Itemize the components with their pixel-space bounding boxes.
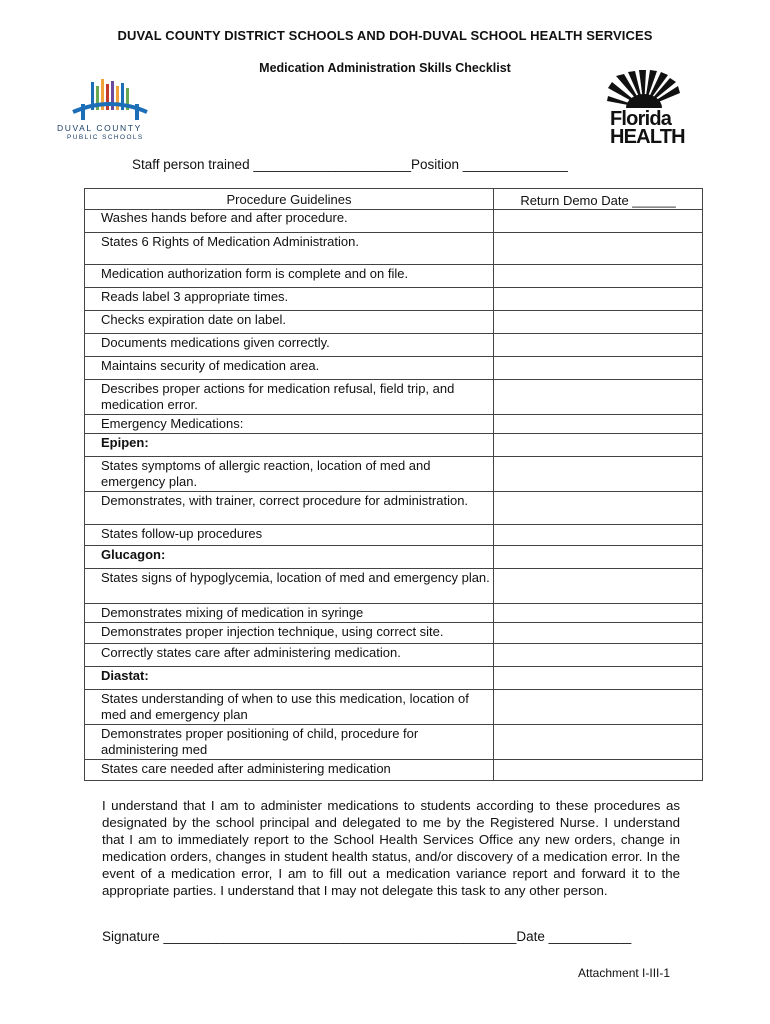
return-demo-date-cell[interactable] [494,380,703,415]
return-demo-date-cell[interactable] [494,434,703,457]
table-row [85,760,703,781]
procedure-cell: Maintains security of medication area. [85,357,494,380]
understanding-statement: I understand that I am to administer medications to students according to these procedures as designated by the school principal and delegated to me by the Registered Nurse. I understand that I am to immediately report to the School Health Services Office any new orders, change in medication orders, changes in student health status, and/or discovery of a medication error. In the event of a medication error, I am to fill out a medication variance report and forward it to the appropriate parties. I understand that I may not delegate this task to any other person. [102,798,680,898]
florida-word: Florida [610,108,672,130]
table-row [85,265,703,288]
procedure-cell: Correctly states care after administering medication. [85,644,494,667]
procedure-cell: Demonstrates proper injection technique, using correct site. [85,623,494,644]
table-row [85,434,703,457]
table-row [85,380,703,415]
procedure-cell: Diastat: [85,667,494,690]
return-demo-date-cell[interactable] [494,457,703,492]
return-demo-date-cell[interactable] [494,644,703,667]
florida-health-wordmark [610,110,685,146]
return-demo-date-cell[interactable] [494,546,703,569]
return-demo-date-cell[interactable] [494,265,703,288]
table-row [85,457,703,492]
return-demo-date-cell[interactable] [494,210,703,233]
public-schools-line: PUBLIC SCHOOLS [67,134,144,141]
table-row [85,667,703,690]
table-row [85,569,703,604]
document-title: DUVAL COUNTY DISTRICT SCHOOLS AND DOH-DUVAL SCHOOL HEALTH SERVICES [117,28,653,43]
procedure-cell: Checks expiration date on label. [85,311,494,334]
procedure-guidelines-header: Procedure Guidelines [85,189,494,210]
table-row [85,604,703,623]
return-demo-date-cell[interactable] [494,525,703,546]
table-row [85,690,703,725]
table-row [85,644,703,667]
procedure-cell: Washes hands before and after procedure. [85,210,494,233]
attachment-label: Attachment I-III-1 [578,966,671,980]
procedure-cell: Reads label 3 appropriate times. [85,288,494,311]
return-demo-date-cell[interactable] [494,760,703,781]
return-demo-date-cell[interactable] [494,334,703,357]
return-demo-date-cell[interactable] [494,288,703,311]
procedure-cell: Describes proper actions for medication refusal, field trip, and medication error. [85,380,494,415]
table-row [85,492,703,525]
procedure-cell: Glucagon: [85,546,494,569]
table-row [85,288,703,311]
procedure-cell: Demonstrates, with trainer, correct procedure for administration. [85,492,494,525]
return-demo-date-cell[interactable] [494,357,703,380]
duval-county-line: DUVAL COUNTY [57,123,142,133]
procedure-cell: States follow-up procedures [85,525,494,546]
return-demo-date-cell[interactable] [494,604,703,623]
procedure-cell: States 6 Rights of Medication Administration. [85,233,494,265]
table-header-row [85,189,703,210]
table-row [85,210,703,233]
return-demo-date-cell[interactable] [494,492,703,525]
health-word: HEALTH [610,126,685,148]
procedure-cell: States signs of hypoglycemia, location of med and emergency plan. [85,569,494,604]
table-row [85,623,703,644]
staff-trained-line: Staff person trained _____________________Position ______________ [132,157,568,172]
procedure-cell: States understanding of when to use this medication, location of med and emergency plan [85,690,494,725]
procedure-cell: Documents medications given correctly. [85,334,494,357]
procedure-cell: Demonstrates mixing of medication in syringe [85,604,494,623]
table-row [85,415,703,434]
table-row [85,334,703,357]
procedure-cell: Demonstrates proper positioning of child, procedure for administering med [85,725,494,760]
table-row [85,311,703,334]
document-subtitle: Medication Administration Skills Checklist [259,61,511,75]
table-row [85,233,703,265]
table-row [85,525,703,546]
table-row [85,725,703,760]
table-row [85,546,703,569]
procedure-cell: Epipen: [85,434,494,457]
return-demo-date-cell[interactable] [494,623,703,644]
procedure-cell: Medication authorization form is complete and on file. [85,265,494,288]
duval-county-wordmark [57,123,167,141]
return-demo-date-cell[interactable] [494,725,703,760]
table-row [85,357,703,380]
return-demo-date-cell[interactable] [494,311,703,334]
return-demo-date-cell[interactable] [494,569,703,604]
signature-date-line: Signature _______________________________________________Date ___________ [102,929,632,944]
return-demo-date-header: Return Demo Date ______ [494,189,703,210]
return-demo-date-cell[interactable] [494,690,703,725]
procedure-cell: States symptoms of allergic reaction, location of med and emergency plan. [85,457,494,492]
return-demo-date-cell[interactable] [494,415,703,434]
return-demo-date-cell[interactable] [494,667,703,690]
skills-checklist-table [84,188,703,781]
procedure-cell: States care needed after administering medication [85,760,494,781]
return-demo-date-cell[interactable] [494,233,703,265]
procedure-cell: Emergency Medications: [85,415,494,434]
